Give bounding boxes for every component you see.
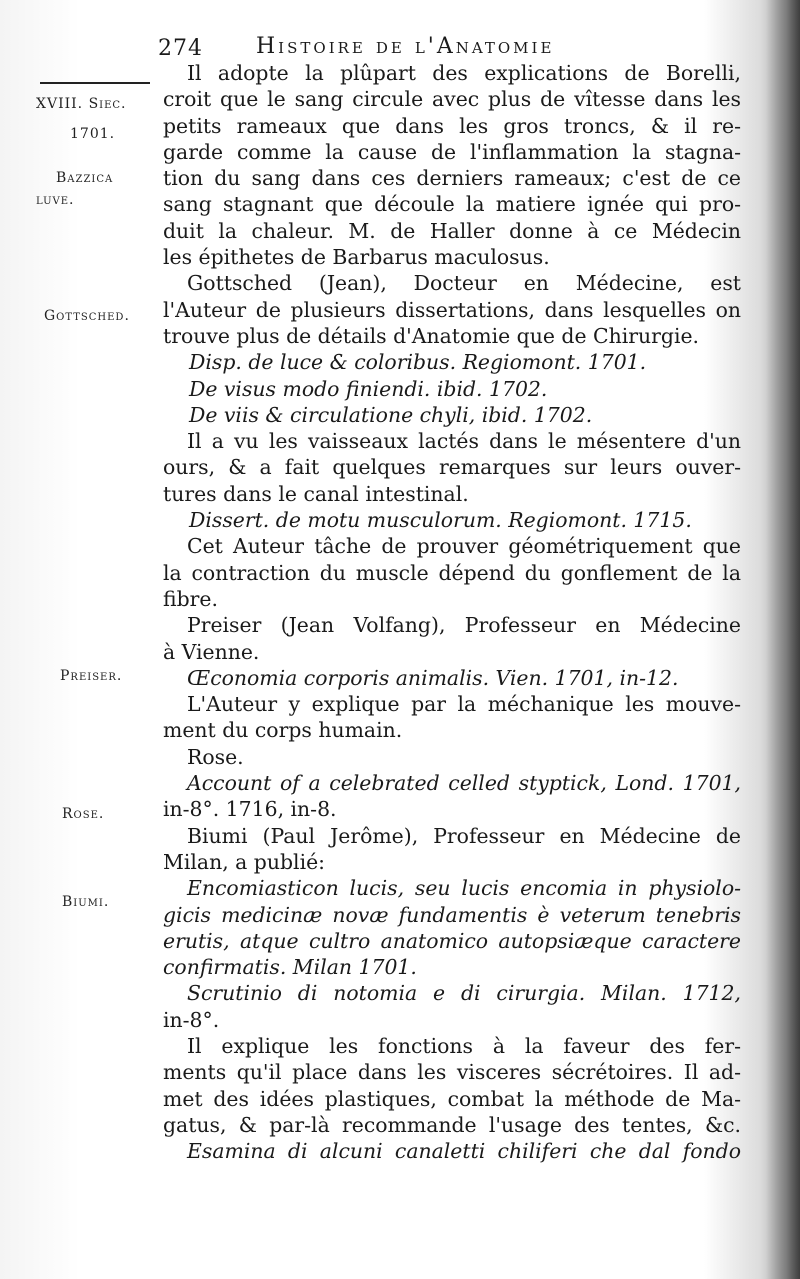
text-line: duit la chaleur. M. de Haller donne à ce Médecin [163, 218, 741, 243]
text-line: l'Auteur de plusieurs dissertations, dans lesquelles on [163, 297, 741, 322]
citation-line: Œconomia corporis animalis. Vien. 1701, in-12. [187, 665, 679, 690]
margin-note-rose: Rose. [62, 806, 105, 822]
text-line: à Vienne. [163, 639, 260, 664]
margin-note-biumi: Biumi. [62, 894, 110, 910]
text-line: Il adopte la plûpart des explications de Borelli, [187, 61, 741, 85]
text-line: Il explique les fonctions à la faveur des fer- [187, 1033, 741, 1058]
text-line: tures dans le canal intestinal. [163, 481, 469, 506]
text-line: fibre. [163, 586, 218, 611]
page-edge-shadow [766, 0, 800, 1279]
citation-line: Encomiasticon lucis, seu lucis encomia in physiolo- [187, 876, 741, 901]
citation-line: erutis, atque cultro anatomico autopsiæque caractere [163, 928, 741, 953]
text-line: la contraction du muscle dépend du gonflement de la [163, 560, 741, 585]
page-number: 274 [158, 36, 203, 61]
margin-rule [40, 82, 150, 84]
text-line: Rose. [187, 744, 244, 769]
text-line: tion du sang dans ces derniers rameaux; c'est de ce [163, 166, 741, 191]
citation-line: Disp. de luce & coloribus. Regiomont. 1701. [189, 350, 647, 375]
text-line: sang stagnant que découle la matiere ignée qui pro- [163, 192, 741, 217]
text-line: ment du corps humain. [163, 718, 403, 743]
text-line: les épithetes de Barbarus maculosus. [163, 245, 550, 270]
text-line: Preiser (Jean Volfang), Professeur en Médecine [187, 613, 741, 638]
margin-note-preiser: Preiser. [60, 668, 123, 684]
text-line: trouve plus de détails d'Anatomie que de Chirurgie. [163, 323, 700, 348]
margin-note-century: XVIII. Siec. [36, 96, 127, 112]
text-line: garde comme la cause de l'inflammation la stagna- [163, 139, 741, 164]
text-line: L'Auteur y explique par la méchanique les mouve- [187, 692, 741, 717]
text-line: ours, & a fait quelques remarques sur leurs ouver- [163, 455, 741, 480]
citation-line: confirmatis. Milan 1701. [163, 955, 417, 980]
text-line: croit que le sang circule avec plus de vîtesse dans les [163, 87, 741, 112]
citation-line: De viis & circulatione chyli, ibid. 1702. [189, 402, 593, 427]
citation-line: Esamina di alcuni canaletti chiliferi che dal fondo [187, 1139, 741, 1164]
text-line: Il a vu les vaisseaux lactés dans le mésentere d'un [187, 429, 741, 454]
citation-line: De visus modo finiendi. ibid. 1702. [189, 376, 548, 401]
citation-line: Dissert. de motu musculorum. Regiomont. 1715. [189, 508, 692, 533]
running-title: Histoire de l'Anatomie [256, 34, 555, 59]
text-line: in-8°. 1716, in-8. [163, 797, 337, 822]
text-line: met des idées plastiques, combat la méthode de Ma- [163, 1086, 741, 1111]
text-line: gatus, & par-là recommande l'usage des tentes, &c. [163, 1112, 741, 1137]
margin-note-luve: luve. [36, 192, 75, 208]
margin-note-gottsched: Gottsched. [44, 308, 130, 324]
text-line: ments qu'il place dans les visceres sécrétoires. Il ad- [163, 1060, 741, 1085]
main-text [163, 60, 741, 1164]
margin-note-bazzica: Bazzica [56, 170, 114, 186]
text-line: Gottsched (Jean), Docteur en Médecine, est [187, 271, 741, 296]
text-line: Biumi (Paul Jerôme), Professeur en Médecine de [187, 823, 741, 848]
text-line: in-8°. [163, 1007, 220, 1032]
citation-line: gicis medicinæ novæ fundamentis è veterum tenebris [163, 902, 741, 927]
text-line: petits rameaux que dans les gros troncs, & il re- [163, 113, 741, 138]
text-line: Cet Auteur tâche de prouver géométriquement que [187, 534, 741, 559]
citation-line: Scrutinio di notomia e di cirurgia. Milan. 1712, [187, 981, 741, 1006]
citation-line: Account of a celebrated celled styptick, Lond. 1701, [187, 771, 741, 796]
margin-note-year: 1701. [70, 126, 116, 142]
text-line: Milan, a publié: [163, 849, 326, 874]
